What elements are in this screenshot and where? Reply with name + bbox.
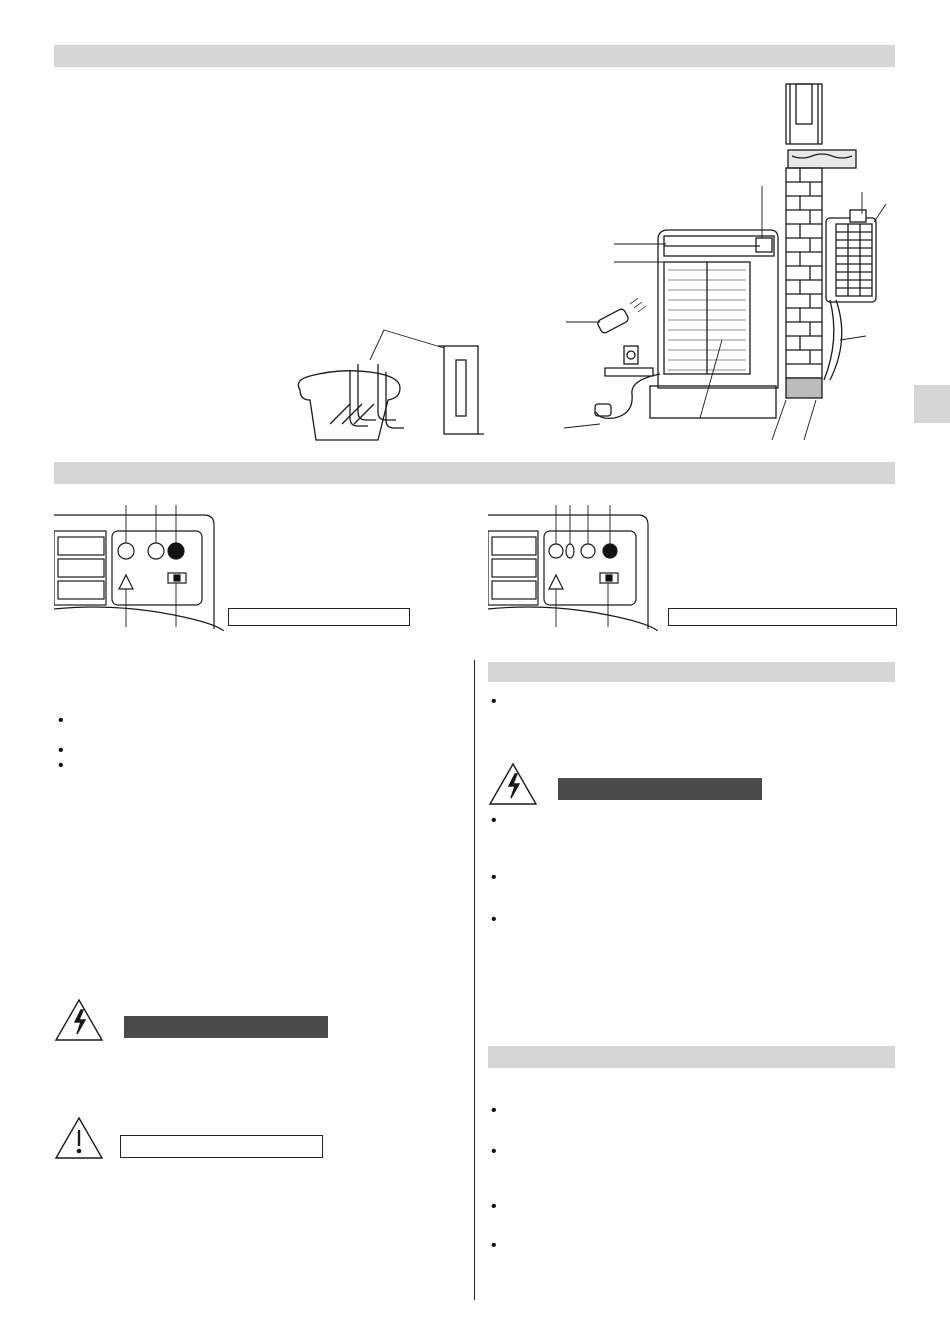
left-bullet-1: • [58,712,64,729]
right-bullet-7: • [491,1198,497,1215]
section-bar-installation [54,45,895,67]
right-bullet-5: • [491,1102,497,1119]
column-divider [474,660,475,1300]
label-box-b [668,608,897,626]
warning-lamp-b [549,575,563,589]
right-bullet-2: • [491,812,497,829]
label-box-a [228,608,410,626]
left-bullet-3: • [58,757,64,774]
right-bullet-1: • [491,693,497,710]
control-panel-a [54,505,224,631]
electric-warning-bar-left [124,1016,328,1038]
right-bullet-8: • [491,1237,497,1254]
power-button-b [603,544,617,558]
section-bar-right-1 [488,662,895,682]
wall-drawing [786,84,856,398]
timer-light-b [566,544,574,558]
warning-lamp-a [119,575,133,589]
control-panel-b [488,505,658,631]
mode-light-a [148,543,164,559]
electric-hazard-icon [54,998,104,1042]
caution-box-left [120,1135,323,1158]
remote-control-drawing [596,298,646,334]
indicator-light-b [549,544,563,558]
side-tab [914,385,950,423]
mode-light-b [581,544,595,558]
right-bullet-4: • [491,911,497,928]
right-bullet-3: • [491,869,497,886]
exclamation-caution-icon [54,1116,104,1160]
bracket-drawing [298,346,484,440]
indicator-light-a [118,543,134,559]
left-bullet-2: • [58,742,64,759]
right-bullet-6: • [491,1143,497,1160]
power-button-a [168,543,184,559]
section-bar-controls [54,462,895,484]
electric-hazard-icon-right [488,762,538,806]
electric-warning-bar-right [558,778,762,800]
section-bar-right-2 [488,1046,895,1068]
installation-illustration [290,80,910,450]
outdoor-unit-drawing [824,210,876,380]
